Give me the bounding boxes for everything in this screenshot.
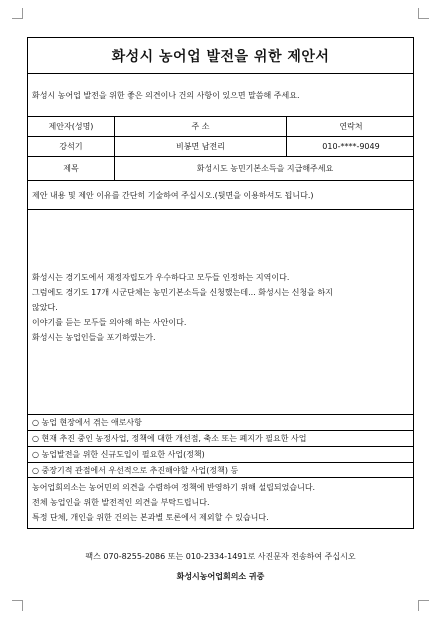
proposer-name-value[interactable]: 주 소 xyxy=(191,122,210,131)
instruction-text: 제안 내용 및 제안 이유를 간단히 기술하여 주십시오.(뒷면을 이용하셔도 됩니다.) xyxy=(32,190,314,200)
contact-header: 연락처 xyxy=(339,122,363,131)
subject-row xyxy=(28,157,413,181)
body-line: 화성시는 경기도에서 재정자립도가 우수하다고 모두들 인정하는 지역이다. xyxy=(32,273,290,282)
header-row xyxy=(28,117,413,137)
checklist-item: ○ 현재 추진 중인 농정사업, 정책에 대한 개선점, 축소 또는 폐지가 필요한 사업 xyxy=(28,431,413,447)
footer-contact-line: 팩스 070-8255-2086 또는 010-2334-1491로 사진문자 전송하여 주십시오 xyxy=(85,552,356,561)
form-title: 화성시 농어업 발전을 위한 제안서 xyxy=(111,48,330,65)
intro-row xyxy=(28,74,413,117)
checklist-item: ○ 농업 현장에서 겪는 애로사항 xyxy=(28,415,413,431)
note-line: 농어업회의소는 농어민의 의견을 수렴하여 정책에 반영하기 위해 설립되었습니다. xyxy=(32,483,316,492)
footer-organization: 화성시농어업회의소 귀중 xyxy=(176,572,265,581)
notes-area xyxy=(28,478,413,528)
subject-label: 제목 xyxy=(63,164,79,173)
address-value[interactable]: 비봉면 남전리 xyxy=(176,142,225,151)
phone-value[interactable]: 010-****-9049 xyxy=(322,142,380,151)
body-line: 화성시는 농업인들을 포기하였는가. xyxy=(32,333,156,342)
body-line: 그럼에도 경기도 17개 시군단체는 농민기본소득을 신청했는데... 화성시는 신청을 하지 xyxy=(32,288,333,297)
crop-mark-top-right xyxy=(418,8,429,19)
note-line: 특정 단체, 개인을 위한 건의는 본과별 토론에서 제외할 수 있습니다. xyxy=(32,513,269,522)
body-line: 이야기를 듣는 모두들 의아해 하는 사안이다. xyxy=(32,318,187,327)
crop-mark-bottom-left xyxy=(12,600,23,611)
note-line: 전체 농업인을 위한 발전적인 의견을 부탁드립니다. xyxy=(32,498,210,507)
crop-mark-top-left xyxy=(12,8,23,19)
subject-value[interactable]: 화성시도 농민기본소득을 지급해주세요 xyxy=(196,164,334,173)
checklist-item: ○ 중장기적 관점에서 우선적으로 추진해야할 사업(정책) 등 xyxy=(28,463,413,478)
intro-text: 화성시 농어업 발전을 위한 좋은 의견이나 건의 사항이 있으면 말씀해 주세요. xyxy=(32,90,300,100)
form-title-row xyxy=(28,38,413,74)
proposal-form xyxy=(27,37,414,529)
body-area[interactable] xyxy=(28,210,413,415)
info-row xyxy=(28,137,413,157)
proposal-body[interactable] xyxy=(32,270,410,345)
crop-mark-bottom-right xyxy=(418,600,429,611)
checklist-item: ○ 농업발전을 위한 신규도입이 필요한 사업(정책) xyxy=(28,447,413,463)
instruction-row xyxy=(28,181,413,210)
proposer-header: 제안자(성명) xyxy=(48,122,94,131)
body-line: 않았다. xyxy=(32,303,58,312)
region-value[interactable]: 강석기 xyxy=(59,142,83,151)
